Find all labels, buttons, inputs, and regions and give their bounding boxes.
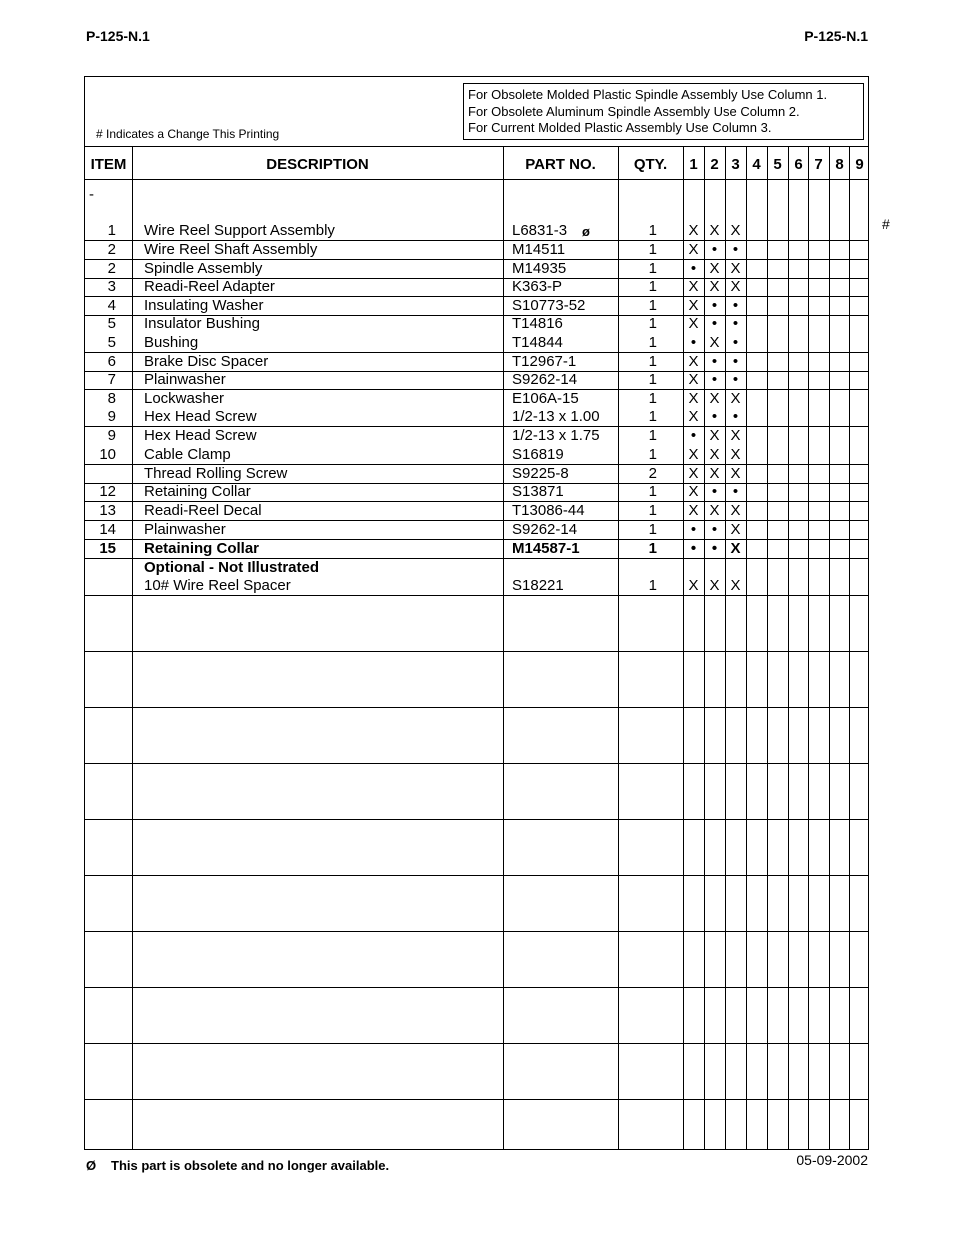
item-number: 9 (107, 408, 116, 425)
part-number: M14587-1 (512, 540, 580, 557)
quantity: 1 (648, 315, 657, 332)
legend-line-1: For Obsolete Molded Plastic Spindle Assembly Use Column 1. (468, 87, 828, 102)
column-1-mark: • (690, 427, 697, 444)
change-mark: # (882, 216, 890, 232)
part-number: S9262-14 (512, 371, 578, 388)
column-1-mark: X (688, 390, 699, 407)
column-2-mark: • (711, 540, 718, 557)
item-number: 12 (99, 483, 116, 500)
part-number: S16819 (512, 446, 564, 463)
column-1-mark: X (688, 353, 699, 370)
item-number: 2 (107, 260, 116, 277)
item-number: 14 (99, 521, 116, 538)
column-1-mark: X (688, 408, 699, 425)
column-2-mark: • (711, 353, 718, 370)
header-column-1: 1 (689, 156, 698, 173)
column-divider (829, 147, 830, 1149)
header-part-no: PART NO. (525, 156, 596, 173)
item-description: Wire Reel Support Assembly (144, 222, 335, 239)
column-divider (746, 147, 747, 1149)
part-number: T13086-44 (512, 502, 585, 519)
quantity: 1 (648, 427, 657, 444)
item-number: 7 (107, 371, 116, 388)
quantity: 1 (648, 371, 657, 388)
quantity: 1 (648, 483, 657, 500)
column-divider (503, 147, 504, 1149)
quantity: 1 (648, 446, 657, 463)
item-description: Readi-Reel Decal (144, 502, 262, 519)
footnote (86, 1158, 389, 1173)
item-number: 15 (99, 540, 116, 557)
legend-line-3: For Current Molded Plastic Assembly Use Column 3. (468, 120, 772, 135)
column-2-mark: X (709, 577, 720, 594)
table-header-row (85, 147, 868, 180)
part-number: K363-P (512, 278, 563, 295)
header-column-4: 4 (752, 156, 761, 173)
column-2-mark: X (709, 390, 720, 407)
footnote-text: This part is obsolete and no longer available. (111, 1158, 390, 1173)
item-description: Insulator Bushing (144, 315, 260, 332)
column-3-mark: • (732, 297, 739, 314)
header-item: ITEM (90, 156, 127, 173)
quantity: 2 (648, 465, 657, 482)
part-number: L6831-3 (512, 222, 568, 239)
item-description: Insulating Washer (144, 297, 264, 314)
doc-id-left: P-125-N.1 (86, 28, 150, 44)
header-column-7: 7 (814, 156, 823, 173)
column-divider (849, 147, 850, 1149)
item-number: 4 (107, 297, 116, 314)
header-description: DESCRIPTION (266, 156, 369, 173)
part-number: T12967-1 (512, 353, 577, 370)
column-1-mark: • (690, 334, 697, 351)
column-2-mark: X (709, 502, 720, 519)
item-description: Hex Head Screw (144, 427, 257, 444)
row-divider (85, 875, 868, 876)
item-description: Optional - Not Illustrated (144, 559, 319, 576)
quantity: 1 (648, 241, 657, 258)
quantity: 1 (648, 278, 657, 295)
column-1-mark: X (688, 278, 699, 295)
item-description: Plainwasher (144, 521, 226, 538)
quantity: 1 (648, 353, 657, 370)
part-number: M14511 (512, 241, 566, 258)
column-1-mark: X (688, 297, 699, 314)
part-number: S9262-14 (512, 521, 578, 538)
item-number: 6 (107, 353, 116, 370)
column-1-mark: X (688, 577, 699, 594)
column-3-mark: X (730, 577, 741, 594)
column-divider (788, 147, 789, 1149)
quantity: 1 (648, 297, 657, 314)
row-divider (85, 1099, 868, 1100)
part-number: T14844 (512, 334, 563, 351)
item-number: 2 (107, 241, 116, 258)
column-3-mark: X (730, 390, 741, 407)
item-number: 5 (107, 315, 116, 332)
column-2-mark: X (709, 446, 720, 463)
quantity: 1 (648, 408, 657, 425)
part-number: S9225-8 (512, 465, 569, 482)
item-number: 3 (107, 278, 116, 295)
column-3-mark: • (732, 353, 739, 370)
item-description: Retaining Collar (144, 483, 251, 500)
column-3-mark: X (730, 465, 741, 482)
column-1-mark: X (688, 465, 699, 482)
column-2-mark: X (709, 278, 720, 295)
header-column-8: 8 (835, 156, 844, 173)
header-column-6: 6 (794, 156, 803, 173)
print-date: 05-09-2002 (796, 1152, 868, 1168)
obsolete-mark: ø (582, 224, 590, 239)
part-number: E106A-15 (512, 390, 579, 407)
item-number: 5 (107, 334, 116, 351)
doc-id-right: P-125-N.1 (804, 28, 868, 44)
item-number: 1 (107, 222, 116, 239)
header-qty: QTY. (633, 156, 668, 173)
legend-line-2: For Obsolete Aluminum Spindle Assembly Use Column 2. (468, 103, 800, 119)
quantity: 1 (648, 577, 657, 594)
item-description: Cable Clamp (144, 446, 231, 463)
part-number: T14816 (512, 315, 563, 332)
column-3-mark: • (732, 408, 739, 425)
part-number: M14935 (512, 260, 567, 277)
row-divider (85, 651, 868, 652)
column-2-mark: X (709, 465, 720, 482)
column-1-mark: X (688, 446, 699, 463)
row-divider (85, 595, 868, 596)
dash-marker: - (89, 186, 94, 203)
column-3-mark: • (732, 371, 739, 388)
column-3-mark: X (730, 278, 741, 295)
item-description: Readi-Reel Adapter (144, 278, 275, 295)
quantity: 1 (648, 521, 657, 538)
part-number: 1/2-13 x 1.00 (512, 408, 600, 425)
change-note: # Indicates a Change This Printing (96, 127, 280, 141)
column-3-mark: X (730, 427, 741, 444)
item-number: 8 (107, 390, 116, 407)
parts-list-table (84, 76, 869, 1150)
part-number: S13871 (512, 483, 564, 500)
row-divider (85, 931, 868, 932)
column-3-mark: X (730, 446, 741, 463)
item-description: Spindle Assembly (144, 260, 263, 277)
column-1-mark: X (688, 241, 699, 258)
column-2-mark: • (711, 371, 718, 388)
row-divider (85, 987, 868, 988)
item-number: 13 (99, 502, 116, 519)
row-divider (85, 763, 868, 764)
column-3-mark: X (730, 502, 741, 519)
header-column-9: 9 (855, 156, 864, 173)
column-2-mark: X (709, 334, 720, 351)
item-description: Bushing (144, 334, 199, 351)
column-1-mark: • (690, 260, 697, 277)
item-description: 10# Wire Reel Spacer (144, 577, 291, 594)
column-divider (808, 147, 809, 1149)
item-description: Lockwasher (144, 390, 225, 407)
obsolete-symbol: Ø (86, 1158, 97, 1173)
item-description: Retaining Collar (144, 540, 260, 557)
item-description: Thread Rolling Screw (144, 465, 288, 482)
column-2-mark: • (711, 408, 718, 425)
header-column-5: 5 (773, 156, 782, 173)
row-divider (85, 1043, 868, 1044)
item-description: Plainwasher (144, 371, 226, 388)
column-3-mark: X (730, 521, 741, 538)
quantity: 1 (648, 502, 657, 519)
row-divider (85, 707, 868, 708)
column-3-mark: X (730, 540, 741, 557)
column-divider (132, 147, 133, 1149)
header-column-2: 2 (710, 156, 719, 173)
column-2-mark: • (711, 241, 718, 258)
column-3-mark: • (732, 315, 739, 332)
column-2-mark: • (711, 315, 718, 332)
header-column-3: 3 (731, 156, 740, 173)
item-number: 10 (99, 446, 116, 463)
table-top-box (85, 77, 868, 147)
column-2-mark: X (709, 222, 720, 239)
column-3-mark: X (730, 260, 741, 277)
column-3-mark: • (732, 241, 739, 258)
column-2-mark: • (711, 521, 718, 538)
item-number: 9 (107, 427, 116, 444)
column-divider (767, 147, 768, 1149)
item-description: Wire Reel Shaft Assembly (144, 241, 318, 258)
column-1-mark: X (688, 483, 699, 500)
column-1-mark: • (690, 540, 697, 557)
column-3-mark: • (732, 334, 739, 351)
quantity: 1 (648, 334, 657, 351)
column-1-mark: • (690, 521, 697, 538)
quantity: 1 (648, 390, 657, 407)
column-legend (463, 83, 864, 140)
column-1-mark: X (688, 222, 699, 239)
row-divider (85, 819, 868, 820)
column-2-mark: X (709, 427, 720, 444)
quantity: 1 (648, 540, 657, 557)
item-description: Hex Head Screw (144, 408, 257, 425)
column-1-mark: X (688, 371, 699, 388)
part-number: S10773-52 (512, 297, 586, 314)
column-3-mark: X (730, 222, 741, 239)
quantity: 1 (648, 260, 657, 277)
column-2-mark: • (711, 483, 718, 500)
item-description: Brake Disc Spacer (144, 353, 269, 370)
column-2-mark: X (709, 260, 720, 277)
column-2-mark: • (711, 297, 718, 314)
column-1-mark: X (688, 315, 699, 332)
column-1-mark: X (688, 502, 699, 519)
part-number: 1/2-13 x 1.75 (512, 427, 600, 444)
column-3-mark: • (732, 483, 739, 500)
quantity: 1 (648, 222, 657, 239)
part-number: S18221 (512, 577, 564, 594)
